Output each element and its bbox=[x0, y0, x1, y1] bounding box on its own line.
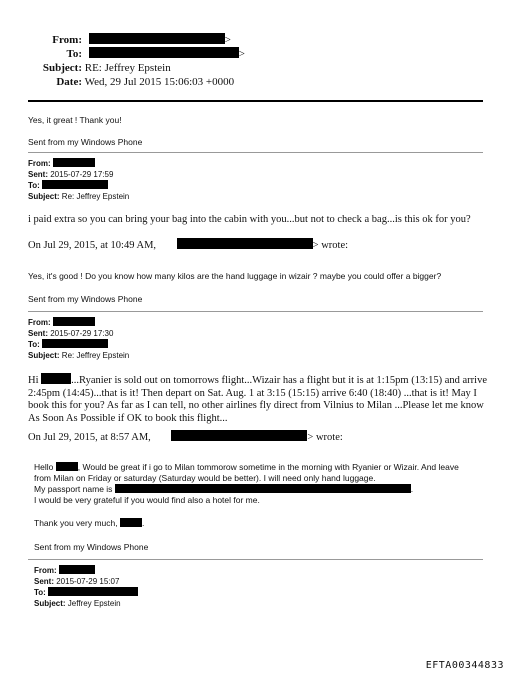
body-line: ...Ryanier is sold out on tomorrows flight...Wizair has a flight but it is at 1:15pm (13:15) and arrive bbox=[71, 375, 488, 386]
divider bbox=[28, 311, 483, 312]
subject-value: Re: Jeffrey Epstein bbox=[61, 350, 130, 360]
subject-label: Subject: bbox=[28, 191, 60, 201]
subject-label: Subject: bbox=[28, 350, 60, 360]
subject-label: Subject: bbox=[42, 62, 82, 74]
sent-label: Sent: bbox=[28, 328, 48, 338]
to-label: To: bbox=[34, 588, 46, 597]
date-value: Wed, 29 Jul 2015 15:06:03 +0000 bbox=[84, 76, 235, 88]
subject-value: Re: Jeffrey Epstein bbox=[61, 191, 130, 201]
redaction-box bbox=[89, 47, 239, 58]
sent-label: Sent: bbox=[34, 576, 54, 586]
subject-value: RE: Jeffrey Epstein bbox=[84, 62, 171, 74]
subject-label: Subject: bbox=[34, 598, 66, 608]
redaction-box bbox=[42, 180, 108, 189]
quote-suffix: > wrote: bbox=[312, 240, 349, 251]
redaction-box bbox=[89, 33, 225, 44]
divider bbox=[28, 559, 483, 560]
message-body: i paid extra so you can bring your bag into the cabin with you...but not to check a bag...is this ok for you? bbox=[28, 214, 471, 225]
redaction-box bbox=[53, 158, 95, 167]
from-label: From: bbox=[28, 318, 51, 327]
signature: Sent from my Windows Phone bbox=[34, 542, 149, 552]
message-body bbox=[28, 373, 487, 425]
message-body bbox=[34, 462, 459, 506]
divider bbox=[28, 152, 483, 153]
greeting: Hello bbox=[34, 462, 54, 472]
quote-prefix: On Jul 29, 2015, at 8:57 AM, bbox=[28, 432, 151, 443]
redaction-box bbox=[48, 587, 138, 596]
thanks-text: Thank you very much, bbox=[34, 518, 118, 528]
body-line: book this for you? As far as I can tell, no other airlines fly direct from Vilnius to Milan ...Please let me know bbox=[28, 400, 484, 411]
header-from-row bbox=[0, 33, 245, 47]
redaction-box bbox=[115, 484, 414, 494]
message-body: Yes, it's good ! Do you know how many kilos are the hand luggage in wizair ? maybe you could offer a bigger? bbox=[28, 271, 442, 281]
redaction-box bbox=[42, 339, 108, 348]
to-label: To: bbox=[28, 181, 40, 190]
header-to-row bbox=[0, 47, 245, 61]
redaction-box bbox=[41, 373, 71, 384]
body-line: , Would be great if i go to Milan tommorow sometime in the morning with Ryanier or Wizair. And leave bbox=[77, 462, 459, 472]
redaction-box bbox=[56, 462, 78, 471]
to-label: To: bbox=[66, 48, 82, 60]
header-divider bbox=[28, 100, 483, 102]
redaction-box bbox=[120, 518, 145, 528]
subject-value: Jeffrey Epstein bbox=[67, 598, 121, 608]
signature: Sent from my Windows Phone bbox=[28, 137, 143, 147]
angle-bracket: > bbox=[224, 34, 231, 46]
from-label: From: bbox=[34, 566, 57, 575]
from-label: From: bbox=[52, 34, 82, 46]
body-line: My passport name is bbox=[34, 484, 113, 494]
redaction-box bbox=[53, 317, 95, 326]
from-label: From: bbox=[28, 159, 51, 168]
quoted-header bbox=[34, 565, 138, 609]
email-header bbox=[0, 33, 245, 89]
quoted-header bbox=[28, 158, 129, 202]
header-date-row bbox=[0, 75, 245, 89]
redaction-box bbox=[177, 238, 313, 249]
redaction-box bbox=[171, 430, 307, 441]
sent-value: 2015-07-29 17:30 bbox=[50, 328, 114, 338]
quote-attribution bbox=[28, 430, 343, 445]
angle-bracket: > bbox=[238, 48, 245, 60]
quote-suffix: > wrote: bbox=[307, 432, 343, 443]
message-body: Yes, it great ! Thank you! bbox=[28, 115, 122, 125]
redaction-box bbox=[59, 565, 95, 574]
body-line: from Milan on Friday or saturday (Saturday would be better). I will need only hand luggage. bbox=[34, 473, 376, 483]
header-subject-row bbox=[0, 61, 245, 75]
quote-attribution bbox=[28, 238, 348, 253]
quote-prefix: On Jul 29, 2015, at 10:49 AM, bbox=[28, 240, 157, 251]
signature: Sent from my Windows Phone bbox=[28, 294, 143, 304]
sent-value: 2015-07-29 15:07 bbox=[56, 576, 120, 586]
to-label: To: bbox=[28, 340, 40, 349]
punctuation: . bbox=[410, 484, 414, 494]
closing bbox=[34, 518, 144, 529]
date-label: Date: bbox=[56, 76, 82, 88]
sent-label: Sent: bbox=[28, 169, 48, 179]
greeting: Hi bbox=[28, 375, 39, 386]
body-line: I would be very grateful if you would find also a hotel for me. bbox=[34, 495, 260, 505]
punctuation: . bbox=[142, 518, 145, 528]
body-line: 2:45pm (14:45)...that is it! Then depart on Sat. Aug. 1 at 3:15 (15:15) arrive 6:40 (18:40) ...that is it! May I bbox=[28, 387, 477, 399]
quoted-header bbox=[28, 317, 129, 361]
document-id: EFTA00344833 bbox=[425, 660, 504, 671]
sent-value: 2015-07-29 17:59 bbox=[50, 169, 114, 179]
body-line: As Soon As Possible if OK to book this flight... bbox=[28, 412, 228, 424]
